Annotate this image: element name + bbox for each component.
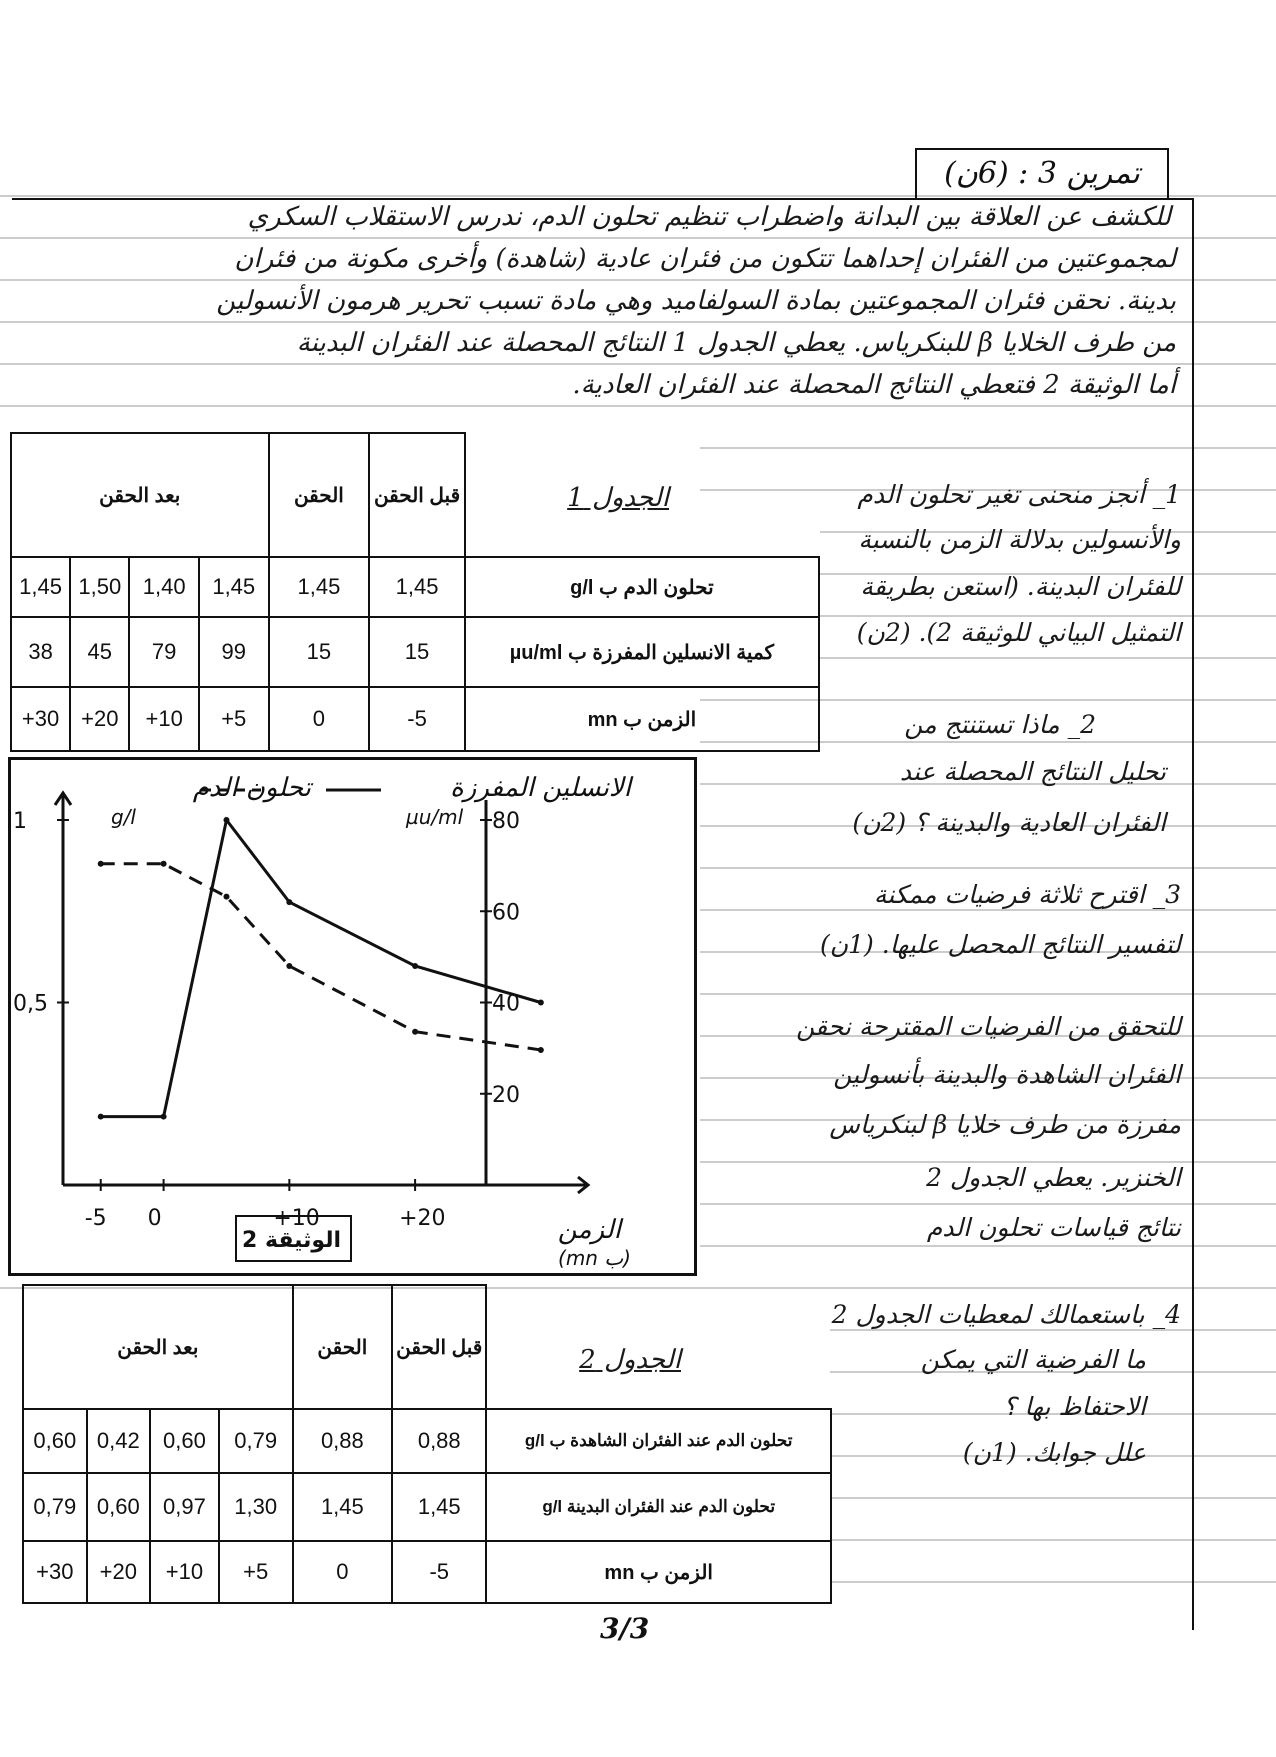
t2-row-label: تحلون الدم عند الفئران الشاهدة ب g/l xyxy=(486,1409,831,1473)
x-axis-label: الزمن xyxy=(557,1215,621,1245)
unit-left: g/l xyxy=(111,805,136,829)
x-tick-label: +20 xyxy=(399,1206,446,1231)
t2-cell: 0,60 xyxy=(87,1473,151,1541)
intro-line-4: من طرف الخلايا β للبنكرياس. يعطي الجدول 1 النتائج المحصلة عند الفئران البدينة xyxy=(296,328,1176,358)
q2-line-3: الفئران العادية والبدينة ؟ (2ن) xyxy=(852,808,1166,837)
glucose-point xyxy=(412,1029,418,1035)
y-left-tick-label: 0,5 xyxy=(13,991,48,1017)
middle-line-4: الخنزير. يعطي الجدول 2 xyxy=(926,1163,1181,1192)
t2-row xyxy=(23,1541,831,1603)
intro-line-5: أما الوثيقة 2 فتعطي النتائج المحصلة عند الفئران العادية. xyxy=(572,370,1176,400)
t2-row xyxy=(23,1409,831,1473)
t2-cell: 0,42 xyxy=(87,1409,151,1473)
intro-line-1: للكشف عن العلاقة بين البدانة واضطراب تنظيم تحلون الدم، ندرس الاستقلاب السكري xyxy=(247,202,1171,232)
t2-cell: +5 xyxy=(219,1541,293,1603)
t1-row-label: تحلون الدم ب g/l xyxy=(465,557,819,617)
table-1 xyxy=(10,432,820,752)
q4-line-3: الاحتفاظ بها ؟ xyxy=(1003,1392,1146,1421)
x-tick-label: +10 xyxy=(273,1206,320,1231)
middle-line-5: نتائج قياسات تحلون الدم xyxy=(926,1213,1181,1242)
legend-insulin: الانسلين المفرزة xyxy=(450,773,631,803)
insulin-point xyxy=(161,1114,167,1120)
t1-cell: +10 xyxy=(129,687,199,751)
t2-row-label: تحلون الدم عند الفئران البدينة g/l xyxy=(486,1473,831,1541)
q3-line-1: 3_ اقترح ثلاثة فرضيات ممكنة xyxy=(873,880,1181,909)
y-left-tick-label: 1 xyxy=(13,809,27,834)
glucose-point xyxy=(98,861,104,867)
t2-cell: 0,79 xyxy=(219,1409,293,1473)
t1-cell: 15 xyxy=(269,617,370,687)
t2-row-label: الزمن ب mn xyxy=(486,1541,831,1603)
chart-svg xyxy=(11,760,694,1273)
t1-cell: 79 xyxy=(129,617,199,687)
insulin-point xyxy=(286,899,292,905)
t1-cell: +30 xyxy=(11,687,70,751)
t2-cell: 1,30 xyxy=(219,1473,293,1541)
t2-cell: 0,97 xyxy=(150,1473,219,1541)
unit-right: µu/ml xyxy=(406,805,464,829)
x-axis-unit: (ب mn) xyxy=(558,1246,631,1270)
t2-cell: 0,60 xyxy=(150,1409,219,1473)
middle-line-1: للتحقق من الفرضيات المقترحة نحقن xyxy=(796,1012,1181,1041)
q4-line-1: 4_ باستعمالك لمعطيات الجدول 2 xyxy=(831,1300,1181,1329)
q2-line-2: تحليل النتائج المحصلة عند xyxy=(899,757,1166,786)
t2-cell: +10 xyxy=(150,1541,219,1603)
t2-cell: 1,45 xyxy=(392,1473,486,1541)
document-2-graph xyxy=(8,757,697,1276)
q3-line-2: لتفسير النتائج المحصل عليها. (1ن) xyxy=(820,930,1181,959)
t1-cell: -5 xyxy=(369,687,465,751)
t1-cell: 1,45 xyxy=(11,557,70,617)
t1-cell: 1,45 xyxy=(269,557,370,617)
insulin-point xyxy=(223,817,229,823)
y-right-tick-label: 20 xyxy=(492,1082,520,1108)
q4-line-4: علل جوابك. (1ن) xyxy=(962,1438,1146,1467)
t1-row xyxy=(11,557,819,617)
intro-line-2: لمجموعتين من الفئران إحداهما تتكون من فئران عادية (شاهدة) وأخرى مكونة من فئران xyxy=(234,244,1176,274)
t2-injection: الحقن xyxy=(293,1285,392,1409)
t2-cell: 0 xyxy=(293,1541,392,1603)
q2-line-1: 2_ ماذا تستنتج من xyxy=(904,710,1096,739)
t1-cell: 15 xyxy=(369,617,465,687)
t1-row-label: كمية الانسلين المفرزة ب µu/ml xyxy=(465,617,819,687)
q1-line-2: والأنسولين بدلالة الزمن بالنسبة xyxy=(858,525,1181,554)
glucose-point xyxy=(223,894,229,900)
t2-cell: -5 xyxy=(392,1541,486,1603)
intro-line-3: بدينة. نحقن فئران المجموعتين بمادة السولفاميد وهي مادة تسبب تحرير هرمون الأنسولين xyxy=(216,286,1176,316)
caption-text: الوثيقة 2 xyxy=(242,1228,341,1253)
glucose-point xyxy=(538,1047,544,1053)
exercise-title: تمرين 3 : (6ن) xyxy=(915,148,1169,200)
x-tick-label: -5 xyxy=(84,1206,107,1231)
glucose-point xyxy=(161,861,167,867)
glucose-point xyxy=(286,963,292,969)
t2-cell: +30 xyxy=(23,1541,87,1603)
q1-line-3: للفئران البدينة. (استعن بطريقة xyxy=(860,572,1181,601)
q4-line-2: ما الفرضية التي يمكن xyxy=(920,1345,1146,1374)
t1-after-injection: بعد الحقن xyxy=(11,433,269,557)
t1-label: الجدول 1 xyxy=(567,483,669,513)
t1-cell: +5 xyxy=(199,687,269,751)
x-tick-label: 0 xyxy=(147,1206,162,1231)
y-right-tick-label: 40 xyxy=(492,991,520,1017)
insulin-point xyxy=(538,1000,544,1006)
q1-line-4: التمثيل البياني للوثيقة 2). (2ن) xyxy=(856,618,1181,647)
t1-cell: 1,45 xyxy=(369,557,465,617)
t2-label: الجدول 2 xyxy=(579,1345,681,1375)
t1-before-injection: قبل الحقن xyxy=(369,433,465,557)
t2-cell: 0,88 xyxy=(293,1409,392,1473)
t1-row xyxy=(11,617,819,687)
t1-cell: 1,45 xyxy=(199,557,269,617)
t1-cell: 1,50 xyxy=(70,557,129,617)
t1-label-cell xyxy=(465,433,819,557)
t1-cell: 38 xyxy=(11,617,70,687)
t2-after-injection: بعد الحقن xyxy=(23,1285,293,1409)
t1-row xyxy=(11,687,819,751)
t1-cell: 99 xyxy=(199,617,269,687)
page-number: 3/3 xyxy=(600,1612,650,1645)
t2-before-injection: قبل الحقن xyxy=(392,1285,486,1409)
t1-cell: 1,40 xyxy=(129,557,199,617)
t1-cell: 0 xyxy=(269,687,370,751)
t2-cell: 1,45 xyxy=(293,1473,392,1541)
t2-cell: +20 xyxy=(87,1541,151,1603)
legend-glucose: تحلون الدم xyxy=(192,773,311,803)
t2-cell: 0,88 xyxy=(392,1409,486,1473)
middle-line-2: الفئران الشاهدة والبدينة بأنسولين xyxy=(833,1060,1181,1089)
t2-label-cell xyxy=(486,1285,831,1409)
t2-row xyxy=(23,1473,831,1541)
t2-cell: 0,60 xyxy=(23,1409,87,1473)
table-2 xyxy=(22,1284,832,1604)
t1-row-label: الزمن ب mn xyxy=(465,687,819,751)
y-right-tick-label: 80 xyxy=(492,809,520,834)
insulin-point xyxy=(98,1114,104,1120)
t1-injection: الحقن xyxy=(269,433,370,557)
y-right-tick-label: 60 xyxy=(492,900,520,926)
insulin-point xyxy=(412,963,418,969)
t2-cell: 0,79 xyxy=(23,1473,87,1541)
t1-cell: 45 xyxy=(70,617,129,687)
glucose-series-line xyxy=(101,864,541,1050)
insulin-series-line xyxy=(101,820,541,1117)
middle-line-3: مفرزة من طرف خلايا β لبنكرياس xyxy=(829,1110,1181,1139)
q1-line-1: 1_ أنجز منحنى تغير تحلون الدم xyxy=(857,480,1181,509)
t1-cell: +20 xyxy=(70,687,129,751)
